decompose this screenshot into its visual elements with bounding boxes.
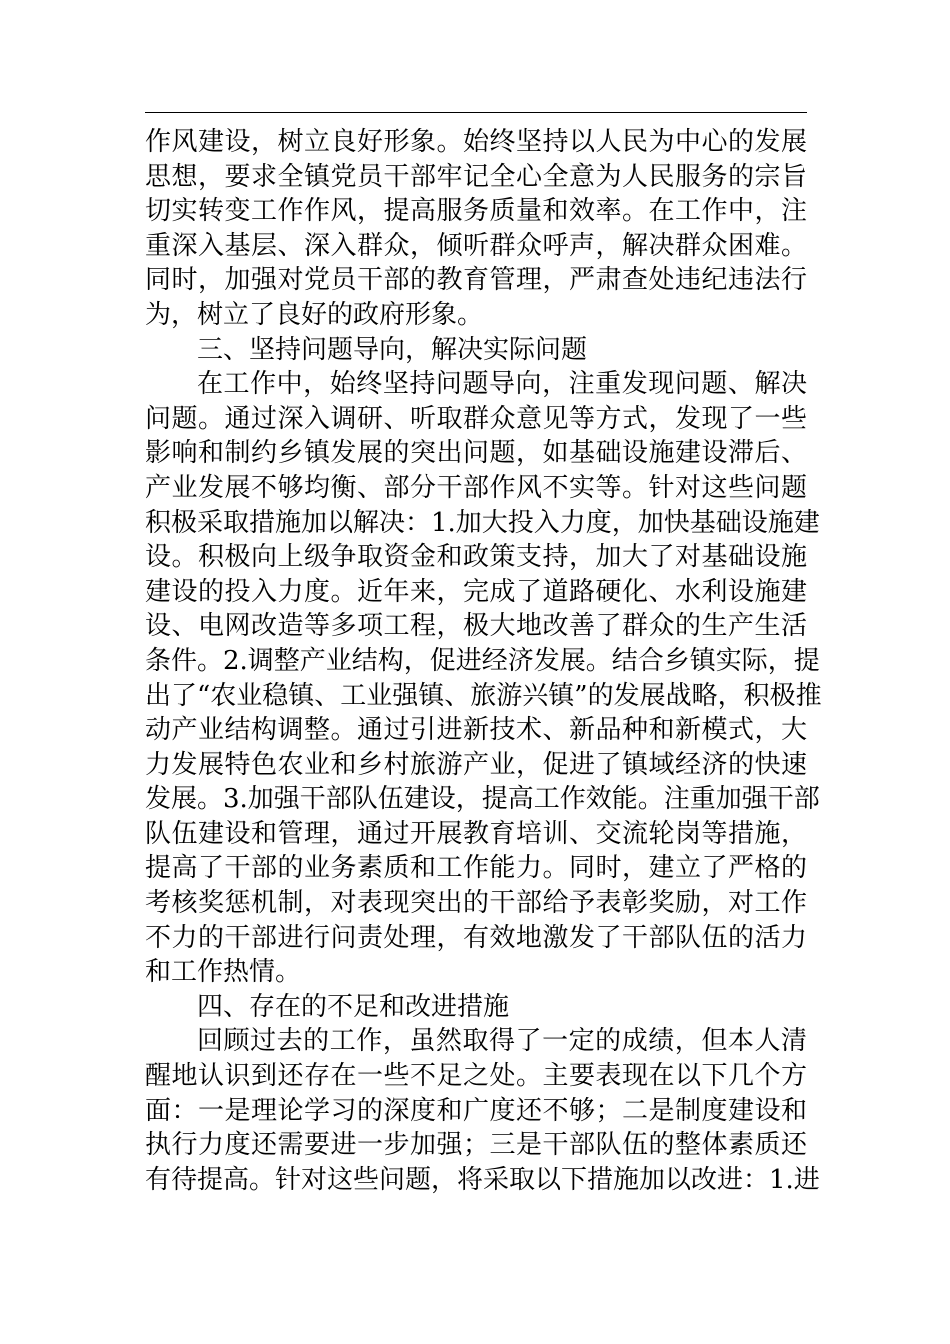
text-line: 面：一是理论学习的深度和广度还不够；二是制度建设和 (145, 1095, 807, 1126)
text-line: 重深入基层、深入群众，倾听群众呼声，解决群众困难。 (145, 230, 807, 261)
text-line: 回顾过去的工作，虽然取得了一定的成绩，但本人清 (197, 1026, 807, 1057)
text-line: 切实转变工作作风，提高服务质量和效率。在工作中，注 (145, 196, 807, 227)
text-line: 影响和制约乡镇发展的突出问题，如基础设施建设滞后、 (145, 438, 807, 469)
text-line: 作风建设，树立良好形象。始终坚持以人民为中心的发展 (145, 127, 807, 157)
text-line: 出了“农业稳镇、工业强镇、旅游兴镇”的发展战略，积极推 (145, 680, 822, 711)
text-line: 醒地认识到还存在一些不足之处。主要表现在以下几个方 (145, 1061, 807, 1092)
text-line: 有待提高。针对这些问题，将采取以下措施加以改进：1.进 (145, 1164, 820, 1195)
text-line: 问题。通过深入调研、听取群众意见等方式，发现了一些 (145, 403, 807, 434)
text-line: 提高了干部的业务素质和工作能力。同时，建立了严格的 (145, 853, 807, 884)
text-line: 执行力度还需要进一步加强；三是干部队伍的整体素质还 (145, 1130, 807, 1161)
text-line: 动产业结构调整。通过引进新技术、新品种和新模式，大 (145, 715, 807, 746)
text-line: 建设的投入力度。近年来，完成了道路硬化、水利设施建 (145, 576, 807, 607)
section-heading: 四、存在的不足和改进措施 (197, 991, 510, 1022)
text-line: 设。积极向上级争取资金和政策支持，加大了对基础设施 (145, 542, 807, 573)
text-line: 和工作热情。 (145, 957, 302, 988)
text-line: 设、电网改造等多项工程，极大地改善了群众的生产生活 (145, 611, 807, 642)
text-line: 思想，要求全镇党员干部牢记全心全意为人民服务的宗旨 (145, 161, 807, 192)
text-line: 条件。2.调整产业结构，促进经济发展。结合乡镇实际，提 (145, 645, 820, 676)
text-line: 同时，加强对党员干部的教育管理，严肃查处违纪违法行 (145, 265, 807, 296)
text-line: 队伍建设和管理，通过开展教育培训、交流轮岗等措施， (145, 818, 807, 849)
text-line: 积极采取措施加以解决：1.加大投入力度，加快基础设施建 (145, 507, 820, 538)
text-line: 在工作中，始终坚持问题导向，注重发现问题、解决 (197, 369, 807, 400)
text-line: 为，树立了良好的政府形象。 (145, 299, 484, 330)
text-line: 考核奖惩机制，对表现突出的干部给予表彰奖励，对工作 (145, 888, 807, 919)
header-rule (145, 112, 807, 113)
text-line: 力发展特色农业和乡村旅游产业，促进了镇域经济的快速 (145, 749, 807, 780)
text-line: 不力的干部进行问责处理，有效地激发了干部队伍的活力 (145, 922, 807, 953)
section-heading: 三、坚持问题导向，解决实际问题 (197, 334, 588, 365)
text-line: 产业发展不够均衡、部分干部作风不实等。针对这些问题 (145, 472, 807, 503)
document-body (145, 125, 822, 1197)
text-line: 发展。3.加强干部队伍建设，提高工作效能。注重加强干部 (145, 784, 820, 815)
